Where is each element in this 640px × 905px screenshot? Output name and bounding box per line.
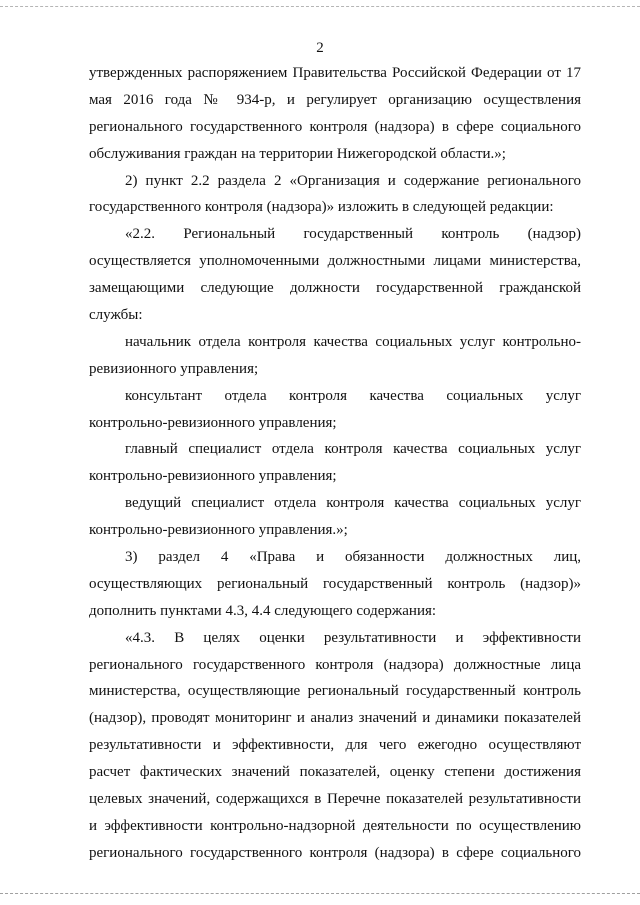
text-line: 3) раздел 4 «Права и обязанности должностных лиц, — [125, 549, 581, 566]
text-line: службы: — [89, 307, 143, 324]
text-line: контрольно-ревизионного управления; — [89, 414, 337, 431]
text-line: начальник отдела контроля качества социальных услуг контрольно- — [125, 333, 581, 350]
text-line: осуществляется уполномоченными должностными лицами министерства, — [89, 253, 581, 270]
text-line: контрольно-ревизионного управления; — [89, 468, 337, 485]
text-line: расчет фактических значений показателей, оценку степени достижения — [89, 764, 581, 781]
text-line: «2.2. Региональный государственный контроль (надзор) — [125, 226, 581, 243]
text-line: главный специалист отдела контроля качества социальных услуг — [125, 441, 581, 458]
text-line: государственного контроля (надзора)» изложить в следующей редакции: — [89, 199, 554, 216]
text-line: утвержденных распоряжением Правительства Российской Федерации от 17 — [89, 65, 581, 81]
text-line: министерства, осуществляющие региональный государственный контроль — [89, 683, 581, 700]
text-line: регионального государственного контроля (надзора) должностные лица — [89, 656, 581, 673]
page-number: 2 — [316, 40, 324, 56]
text-line: контрольно-ревизионного управления.»; — [89, 522, 348, 539]
text-line: замещающими следующие должности государственной гражданской — [89, 280, 581, 297]
text-line: (надзор), проводят мониторинг и анализ значений и динамики показателей — [89, 710, 581, 727]
text-line: регионального государственного контроля (надзора) в сфере социального — [89, 118, 581, 135]
text-line: «4.3. В целях оценки результативности и эффективности — [125, 629, 581, 646]
text-line: результативности и эффективности, для чего ежегодно осуществляют — [89, 737, 581, 754]
text-line: регионального государственного контроля (надзора) в сфере социального — [89, 844, 581, 861]
text-line: осуществляющих региональный государственный контроль (надзор)» — [89, 575, 581, 592]
text-line: ревизионного управления; — [89, 360, 259, 377]
text-line: и эффективности контрольно-надзорной деятельности по осуществлению — [89, 817, 581, 834]
scan-bottom-edge — [0, 893, 640, 894]
scan-top-edge — [0, 6, 640, 7]
text-line: мая 2016 года № 934-р, и регулирует организацию осуществления — [89, 91, 581, 108]
text-line: обслуживания граждан на территории Нижегородской области.»; — [89, 145, 506, 162]
document-body — [89, 60, 581, 867]
text-line: ведущий специалист отдела контроля качества социальных услуг — [125, 495, 581, 512]
text-line: консультант отдела контроля качества социальных услуг — [125, 387, 581, 404]
text-line: дополнить пунктами 4.3, 4.4 следующего содержания: — [89, 602, 437, 619]
text-line: 2) пункт 2.2 раздела 2 «Организация и содержание регионального — [125, 172, 581, 189]
text-line: целевых значений, содержащихся в Перечне показателей результативности — [89, 791, 581, 808]
